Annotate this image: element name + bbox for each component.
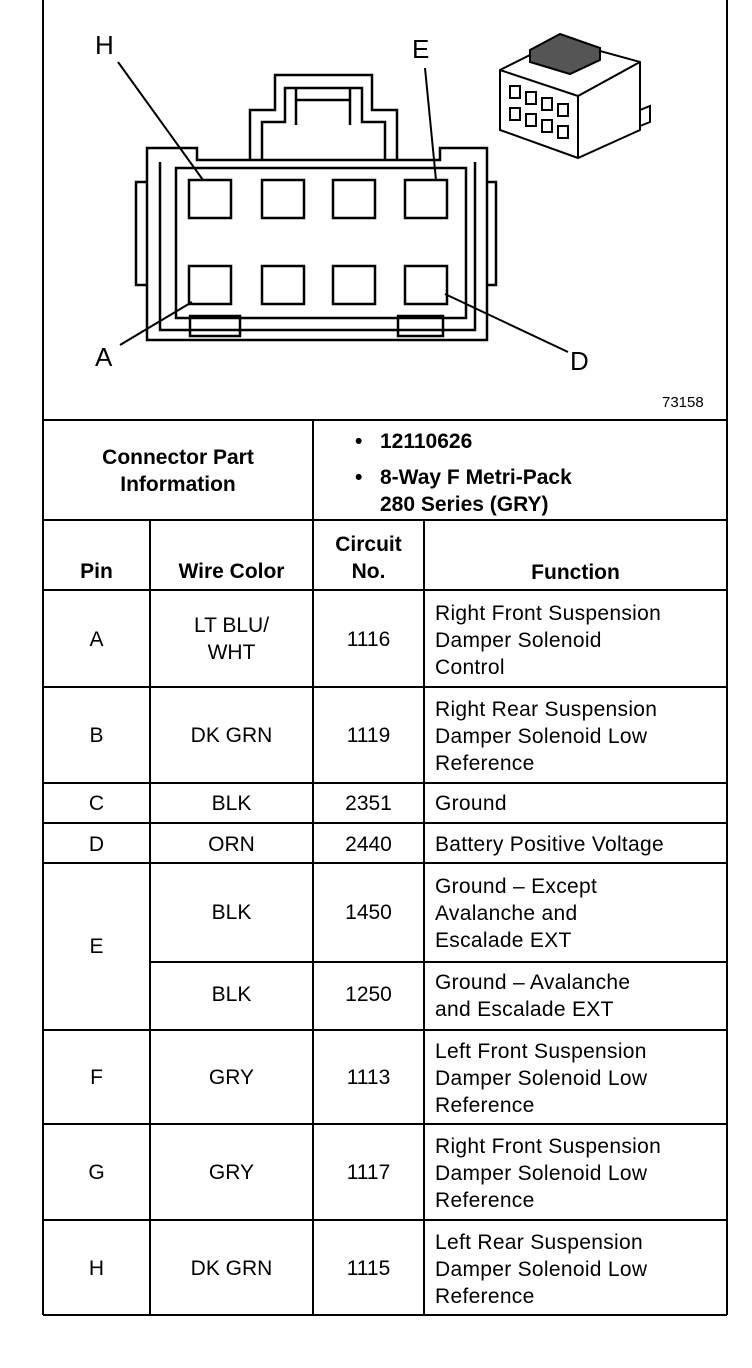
row-e-pin: E <box>89 935 104 958</box>
row-e1-wire-color: BLK <box>211 901 252 924</box>
header-circuit-line2: No. <box>351 560 386 583</box>
row-g-function-line1: Right Front Suspension <box>435 1135 662 1158</box>
row-e2-function-line1: Ground – Avalanche <box>435 971 631 994</box>
row-a-wire-color-line1: LT BLU/ <box>193 614 270 637</box>
row-e2-wire-color: BLK <box>211 983 252 1006</box>
row-b-function-line1: Right Rear Suspension <box>435 698 658 721</box>
row-c-pin: C <box>88 792 105 815</box>
row-b-pin: B <box>89 724 104 747</box>
row-h-circuit: 1115 <box>346 1257 391 1280</box>
row-b-function-line2: Damper Solenoid Low <box>435 725 648 748</box>
header-function: Function <box>531 561 620 584</box>
row-c-wire-color: BLK <box>211 792 252 815</box>
bullet-icon: • <box>355 466 363 489</box>
connector-description-line1: 8-Way F Metri-Pack <box>380 466 572 489</box>
pin-label-a: A <box>95 342 113 372</box>
row-e1-function-line3: Escalade EXT <box>435 929 572 952</box>
row-f-circuit: 1113 <box>346 1066 391 1089</box>
row-a-function-line3: Control <box>435 656 505 679</box>
row-h-wire-color: DK GRN <box>190 1257 273 1280</box>
row-a-function-line1: Right Front Suspension <box>435 602 662 625</box>
row-g-pin: G <box>88 1161 105 1184</box>
bullet-icon: • <box>355 430 363 453</box>
row-a-function-line2: Damper Solenoid <box>435 629 602 652</box>
row-c-circuit: 2351 <box>345 792 392 815</box>
row-e2-circuit: 1250 <box>345 983 392 1006</box>
row-e1-function-line1: Ground – Except <box>435 875 598 898</box>
row-a-circuit: 1116 <box>346 628 391 651</box>
row-f-wire-color: GRY <box>208 1066 255 1089</box>
row-e2-function-line2: and Escalade EXT <box>435 998 614 1021</box>
row-e1-function-line2: Avalanche and <box>435 902 578 925</box>
row-d-function-line1: Battery Positive Voltage <box>435 833 664 856</box>
row-a-wire-color-line2: WHT <box>207 641 256 664</box>
row-c-function-line1: Ground <box>435 792 507 815</box>
row-f-pin: F <box>90 1066 103 1089</box>
row-f-function-line3: Reference <box>435 1094 535 1117</box>
row-f-function-line2: Damper Solenoid Low <box>435 1067 648 1090</box>
header-wire-color: Wire Color <box>178 560 285 583</box>
row-b-circuit: 1119 <box>346 724 391 747</box>
row-b-wire-color: DK GRN <box>190 724 273 747</box>
connector-info-label-line1: Connector Part <box>102 446 254 469</box>
row-d-circuit: 2440 <box>345 833 392 856</box>
header-circuit-line1: Circuit <box>335 533 402 556</box>
row-g-function-line3: Reference <box>435 1189 535 1212</box>
connector-isometric-drawing <box>500 34 650 158</box>
pin-label-h: H <box>95 30 114 60</box>
row-b-function-line3: Reference <box>435 752 535 775</box>
row-g-function-line2: Damper Solenoid Low <box>435 1162 648 1185</box>
row-h-pin: H <box>88 1257 105 1280</box>
pin-label-d: D <box>570 346 589 376</box>
row-f-function-line1: Left Front Suspension <box>435 1040 647 1063</box>
row-h-function-line3: Reference <box>435 1285 535 1308</box>
row-g-circuit: 1117 <box>346 1161 391 1184</box>
header-pin: Pin <box>80 560 113 583</box>
connector-face-drawing <box>136 75 496 340</box>
row-d-pin: D <box>88 833 105 856</box>
pin-label-e: E <box>412 34 430 64</box>
connector-description-line2: 280 Series (GRY) <box>380 493 549 516</box>
part-number: 12110626 <box>380 430 473 453</box>
figure-number: 73158 <box>662 394 704 411</box>
row-e1-circuit: 1450 <box>345 901 392 924</box>
row-h-function-line1: Left Rear Suspension <box>435 1231 643 1254</box>
row-h-function-line2: Damper Solenoid Low <box>435 1258 648 1281</box>
row-d-wire-color: ORN <box>208 833 255 856</box>
connector-info-label-line2: Information <box>120 473 236 496</box>
row-a-pin: A <box>89 628 104 651</box>
row-g-wire-color: GRY <box>208 1161 255 1184</box>
